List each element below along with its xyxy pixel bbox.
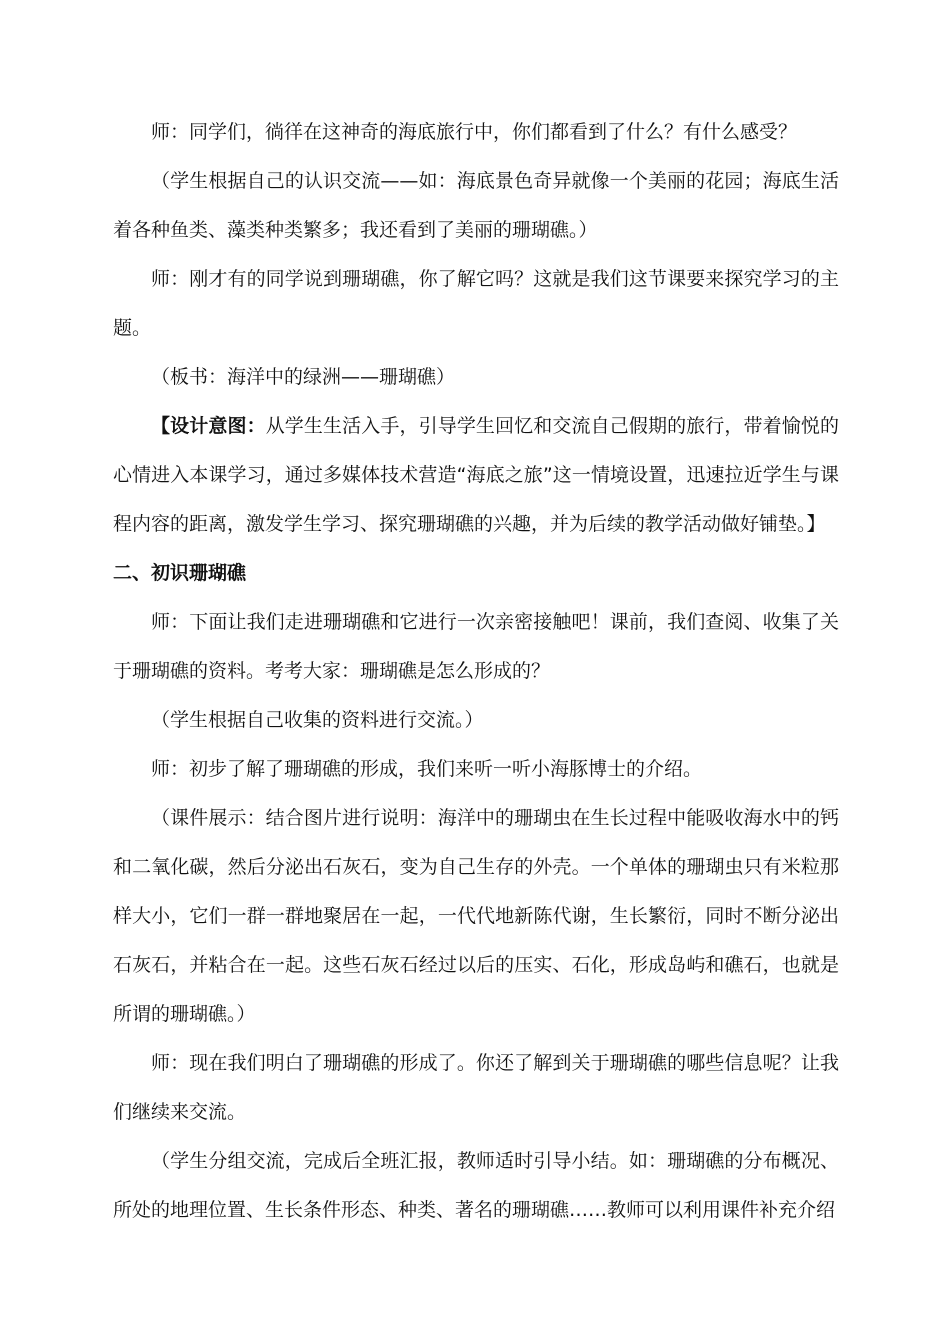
paragraph-teacher-continue: 师：现在我们明白了珊瑚礁的形成了。你还了解到关于珊瑚礁的哪些信息呢？让我们继续来交流。 bbox=[113, 1052, 839, 1123]
paragraph-courseware-explanation: （课件展示：结合图片进行说明：海洋中的珊瑚虫在生长过程中能吸收海水中的钙和二氧化碳，然后分泌出石灰石，变为自己生存的外壳。一个单体的珊瑚虫只有米粒那样大小，它们一群一群地聚居在一起，一代代地新陈代谢，生长繁衍，同时不断分泌出石灰石，并粘合在一起。这些石灰石经过以后的压实、石化，形成岛屿和礁石，也就是所谓的珊瑚礁。） bbox=[113, 807, 839, 1025]
design-intent-label: 【设计意图： bbox=[151, 415, 266, 437]
paragraph-student-exchange: （学生根据自己收集的资料进行交流。） bbox=[151, 709, 484, 731]
paragraph-teacher-question: 师：同学们，徜徉在这神奇的海底旅行中，你们都看到了什么？有什么感受？ bbox=[151, 121, 798, 143]
paragraph-teacher-formation-question: 师：下面让我们走进珊瑚礁和它进行一次亲密接触吧！课前，我们查阅、收集了关于珊瑚礁的资料。考考大家：珊瑚礁是怎么形成的？ bbox=[113, 611, 839, 682]
paragraph-blackboard-title: （板书：海洋中的绿洲——珊瑚礁） bbox=[151, 366, 456, 388]
section-heading: 二、初识珊瑚礁 bbox=[113, 562, 247, 584]
document-page bbox=[113, 108, 839, 1235]
paragraph-teacher-dolphin: 师：初步了解了珊瑚礁的形成，我们来听一听小海豚博士的介绍。 bbox=[151, 758, 703, 780]
paragraph-student-response: （学生根据自己的认识交流——如：海底景色奇异就像一个美丽的花园；海底生活着各种鱼类、藻类种类繁多；我还看到了美丽的珊瑚礁。） bbox=[113, 170, 839, 241]
paragraph-teacher-coral-intro: 师：刚才有的同学说到珊瑚礁，你了解它吗？这就是我们这节课要来探究学习的主题。 bbox=[113, 268, 839, 339]
paragraph-group-report: （学生分组交流，完成后全班汇报，教师适时引导小结。如：珊瑚礁的分布概况、所处的地理位置、生长条件形态、种类、著名的珊瑚礁……教师可以利用课件补充介绍 bbox=[113, 1150, 839, 1221]
design-intent-text: 从学生生活入手，引导学生回忆和交流自己假期的旅行，带着愉悦的心情进入本课学习，通过多媒体技术营造“海底之旅”这一情境设置，迅速拉近学生与课程内容的距离，激发学生学习、探究珊瑚礁的兴趣，并为后续的教学活动做好铺垫。】 bbox=[113, 415, 839, 535]
paragraph-design-intent bbox=[113, 402, 839, 549]
